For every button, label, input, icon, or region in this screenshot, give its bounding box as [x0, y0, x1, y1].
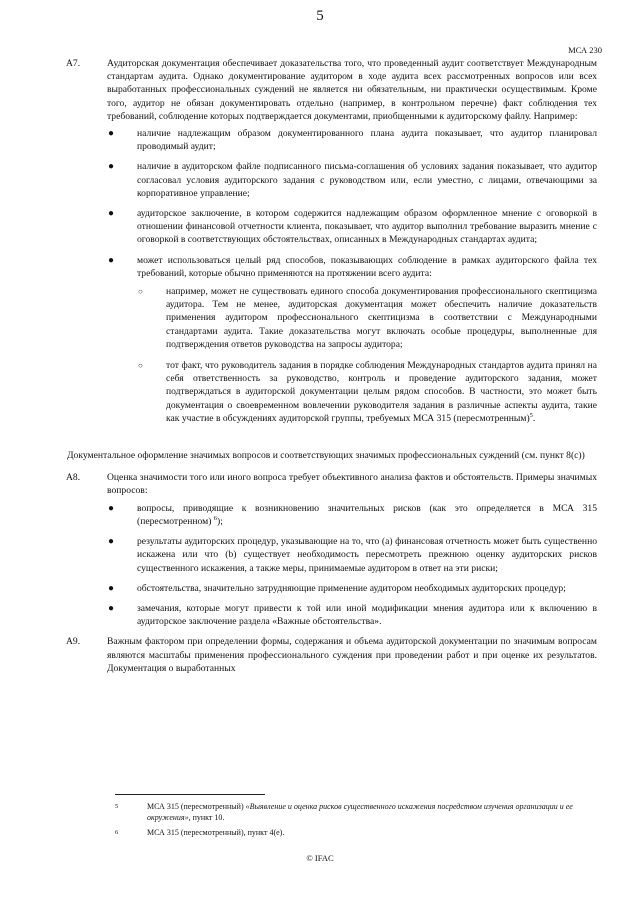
sub-list-item-text — [166, 359, 597, 425]
sub-item-text: тот факт, что руководитель задания в порядке соблюдения Международных стандартов аудита принял на себя ответственность за руководство, контроль и проведение аудиторского задания, может подтверждаться в аудиторской документации целым рядом способов. В частности, это может быть документация о своевременном вовлечении руководителя задания в различные аспекты аудита, такие как участие в обсуждениях аудиторской группы, требуемых МСА 315 (пересмотренным) — [166, 360, 597, 424]
item-tail: ); — [217, 515, 223, 527]
paragraph-a7 — [66, 57, 597, 440]
paragraph-body — [107, 57, 597, 440]
bullet-icon: ● — [108, 536, 115, 548]
paragraph-label: А9. — [66, 636, 81, 648]
bullet-icon: ● — [108, 128, 115, 140]
list-item-text — [137, 502, 597, 528]
list-item-text: наличие в аудиторском файле подписанного письма-соглашения об условиях задания показывает, что аудитор согласовал условия аудиторского задания с руководством или, если уместно, с лицами, отвечающими за корпоративное управление; — [137, 161, 597, 199]
footnote-text — [147, 801, 595, 823]
bullet-icon: ● — [108, 208, 115, 220]
list-item — [107, 160, 597, 200]
paragraph-body — [107, 471, 597, 635]
list-item-text: может использоваться целый ряд способов, показывающих соблюдение в рамках аудиторского файла тех требований, которые обычно применяются на протяжении всего аудита: — [137, 254, 597, 279]
paragraph-text: Оценка значимости того или иного вопроса требует объективного анализа фактов и обстоятельств. Примеры значимых вопросов: — [107, 472, 597, 497]
footnote-divider — [115, 794, 265, 795]
circle-bullet-icon: ○ — [138, 287, 143, 297]
page-number: 5 — [316, 8, 324, 24]
list-item — [107, 254, 597, 433]
footnote-number: 6 — [115, 829, 119, 836]
list-item — [107, 207, 597, 247]
bullet-list — [107, 127, 597, 433]
list-item-text: аудиторское заключение, в котором содержится надлежащим образом оформленное мнение с оговоркой в отношении финансовой отчетности клиента, показывает, что аудитор выполнил требование выразить мнение с оговоркой в соответствующих обстоятельствах, описанных в Международных стандартах аудита; — [137, 208, 597, 246]
main-content — [66, 57, 597, 675]
paragraph-a9 — [66, 635, 597, 675]
sub-list — [137, 285, 597, 425]
footnote-number: 5 — [115, 803, 119, 810]
item-text: вопросы, приводящие к возникновению значительных рисков (как это определяется в МСА 315 (пересмотренном) — [137, 502, 597, 527]
sub-list-item — [137, 285, 597, 351]
footnote-ref-5[interactable]: 5 — [529, 411, 533, 419]
footnotes — [115, 794, 595, 842]
footnote-ref-6[interactable]: 6 — [213, 514, 218, 522]
sub-item-tail: . — [532, 412, 536, 424]
footnote-title: «Выявление и оценка рисков существенного искажения посредством изучения организации и ее окружения» — [147, 802, 573, 822]
footnote-plain: МСА 315 (пересмотренный) — [147, 802, 246, 811]
circle-bullet-icon: ○ — [138, 361, 143, 371]
footnote-end: , пункт 10. — [188, 813, 225, 822]
list-item-text: обстоятельства, значительно затрудняющие применение аудитором необходимых аудиторских процедур; — [137, 582, 566, 594]
copyright: © IFAC — [306, 853, 334, 863]
section-heading: Документальное оформление значимых вопросов и соответствующих значимых профессиональных суждений (см. пункт 8(с)) — [67, 450, 585, 462]
paragraph-label: А7. — [66, 58, 81, 69]
bullet-icon: ● — [108, 502, 115, 514]
sub-list-item-text — [166, 285, 597, 351]
document-code: МСА 230 — [568, 45, 602, 55]
paragraph-text: Важным фактором при определении формы, содержания и объема аудиторской документации по значимым вопросам являются масштабы применения профессионального суждения при проведении работ и при оценке их результатов. Документация о выработанных — [107, 636, 597, 674]
footnote-text: МСА 315 (пересмотренный), пункт 4(е). — [147, 828, 285, 837]
bullet-icon: ● — [108, 582, 115, 594]
bullet-icon: ● — [108, 602, 115, 614]
footnote — [115, 801, 595, 823]
bullet-icon: ● — [108, 161, 115, 173]
paragraph-text: Аудиторская документация обеспечивает доказательства того, что проведенный аудит соответствует Международным стандартам аудита. Однако документирование аудитором в ходе аудита всех рассмотренных вопросов или всех выработанных профессиональных суждений не является ни обязательным, ни практически осуществимым. Кроме того, аудитор не обязан документировать отдельно (например, в контрольном перечне) факт соблюдения тех требований, соблюдение которых подтверждается документами, приобщенными к аудиторскому файлу. Например: — [107, 58, 597, 122]
sub-item-text: например, может не существовать единого способа документирования профессионального скептицизма аудитора. Тем не менее, аудиторская документация может обеспечить наличие доказательств применения аудитором профессионального скептицизма в соответствии с Международными стандартами аудита. Такие доказательства могут включать особые процедуры, выполненные для подтверждения ответов руководства на запросы аудитора; — [166, 286, 597, 350]
list-item — [107, 535, 597, 575]
list-item — [107, 602, 597, 628]
list-item-text: наличие надлежащим образом документированного плана аудита показывает, что аудитор планировал проводимый аудит; — [137, 128, 597, 153]
footnote — [115, 827, 595, 838]
paragraph-a8 — [66, 471, 597, 635]
list-item-body — [137, 254, 597, 433]
paragraph-label: А8. — [66, 472, 81, 484]
list-item — [107, 582, 597, 595]
list-item-text: замечания, которые могут привести к той или иной модификации мнения аудитора или к включению в аудиторское заключение раздела «Важные обстоятельства». — [137, 602, 597, 628]
bullet-list — [107, 502, 597, 629]
list-item — [107, 127, 597, 153]
sub-list-item — [137, 359, 597, 425]
list-item-text: результаты аудиторских процедур, указывающие на то, что (а) финансовая отчетность может быть существенно искажена или что (b) существует необходимость пересмотреть прежнюю оценку аудиторских рисков существенного искажения, а также меры, принимаемые аудитором в ответ на эти риски; — [137, 536, 597, 574]
list-item — [107, 502, 597, 528]
bullet-icon: ● — [108, 254, 115, 266]
